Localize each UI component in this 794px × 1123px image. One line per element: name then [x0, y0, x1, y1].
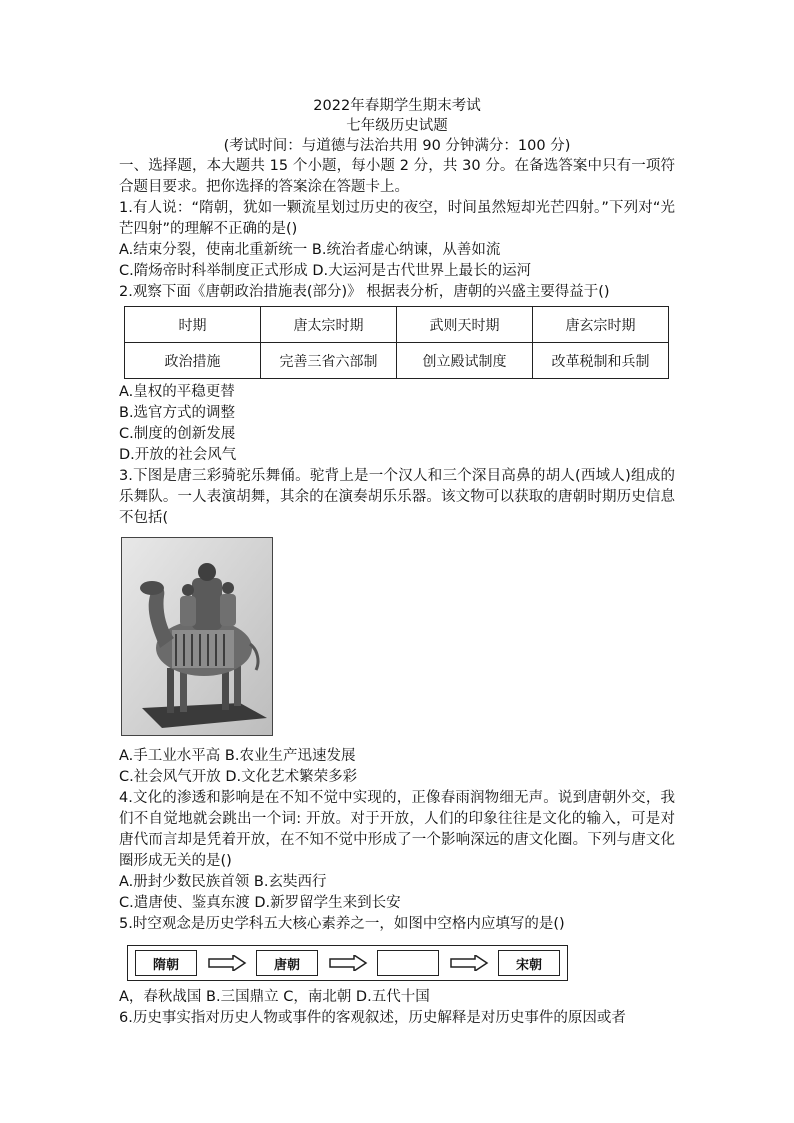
arrow-right-icon — [207, 955, 247, 971]
exam-title: 2022年春期学生期末考试 — [313, 98, 481, 114]
q1-options-cd: C.隋炀帝时科举制度正式形成 D.大运河是古代世界上最长的运河 — [119, 263, 532, 279]
q5-stem: 5.时空观念是历史学科五大核心素养之一，如图中空格内应填写的是() — [119, 916, 565, 932]
exam-page — [119, 96, 675, 1029]
tang-policy-table — [124, 306, 669, 379]
table-cell: 创立殿试制度 — [397, 343, 533, 379]
q4-options-ab: A.册封少数民族首领 B.玄奘西行 — [119, 874, 327, 890]
q1-options-ab: A.结束分裂，使南北重新统一 B.统治者虚心纳谏，从善如流 — [119, 242, 501, 258]
flow-box-song: 宋朝 — [498, 950, 560, 976]
arrow-right-icon — [328, 955, 368, 971]
table-cell: 时期 — [125, 307, 261, 343]
camel-figurine-illustration — [122, 538, 272, 735]
q2-option-c: C.制度的创新发展 — [119, 426, 236, 442]
q2-option-b: B.选官方式的调整 — [119, 405, 236, 421]
flow-box-tang: 唐朝 — [256, 950, 318, 976]
q1-stem: 1.有人说：“隋朝，犹如一颗流星划过历史的夜空，时间虽然短却光芒四射。”下列对“光芒四射”的理解不正确的是() — [119, 200, 675, 237]
table-row — [125, 307, 669, 343]
table-cell: 政治措施 — [125, 343, 261, 379]
q2-option-a: A.皇权的平稳更替 — [119, 384, 235, 400]
dynasty-flow-diagram — [127, 945, 568, 981]
exam-info: (考试时间：与道德与法治共用 90 分钟满分：100 分) — [223, 138, 571, 154]
arrow-right-icon — [449, 955, 489, 971]
q2-stem: 2.观察下面《唐朝政治措施表(部分)》 根据表分析，唐朝的兴盛主要得益于() — [119, 284, 610, 300]
q6-stem: 6.历史事实指对历史人物或事件的客观叙述，历史解释是对历史事件的原因或者 — [119, 1010, 626, 1026]
table-cell: 唐玄宗时期 — [533, 307, 669, 343]
q3-options-cd: C.社会风气开放 D.文化艺术繁荣多彩 — [119, 769, 358, 785]
table-row — [125, 343, 669, 379]
camel-figurine-photo — [121, 537, 273, 736]
q5-options: A，春秋战国 B.三国鼎立 C，南北朝 D.五代十国 — [119, 989, 430, 1005]
table-cell: 完善三省六部制 — [261, 343, 397, 379]
table-cell: 武则天时期 — [397, 307, 533, 343]
q4-stem: 4.文化的渗透和影响是在不知不觉中实现的，正像春雨润物细无声。说到唐朝外交，我们不自觉地就会跳出一个词: 开放。对于开放，人们的印象往往是文化的输入，可是对唐代而言却是凭着开放，在不知不觉中形成了一个影响深远的唐文化圈。下列与唐文化圈形成无关的是() — [119, 790, 675, 869]
table-cell: 改革税制和兵制 — [533, 343, 669, 379]
q3-stem: 3.下图是唐三彩骑驼乐舞俑。驼背上是一个汉人和三个深目高鼻的胡人(西域人)组成的乐舞队。一人表演胡舞，其余的在演奏胡乐乐器。该文物可以获取的唐朝时期历史信息不包括( — [119, 468, 675, 526]
table-cell: 唐太宗时期 — [261, 307, 397, 343]
q2-option-d: D.开放的社会风气 — [119, 447, 237, 463]
section-intro: 一、选择题，本大题共 15 个小题，每小题 2 分，共 30 分。在备选答案中只有一项符合题目要求。把你选择的答案涂在答题卡上。 — [119, 158, 675, 195]
exam-subtitle: 七年级历史试题 — [346, 118, 448, 134]
flow-box-blank — [377, 950, 439, 976]
flow-box-sui: 隋朝 — [135, 950, 197, 976]
q4-options-cd: C.遣唐使、鉴真东渡 D.新罗留学生来到长安 — [119, 895, 401, 911]
q3-options-ab: A.手工业水平高 B.农业生产迅速发展 — [119, 748, 356, 764]
